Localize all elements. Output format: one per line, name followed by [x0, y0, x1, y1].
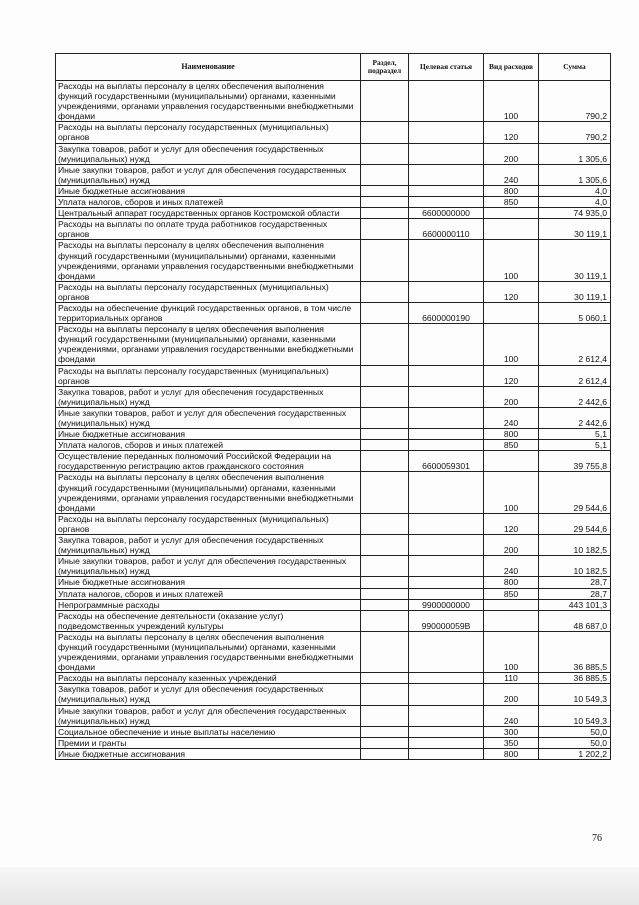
- row-name: Иные бюджетные ассигнования: [56, 429, 361, 440]
- table-row: [56, 610, 611, 631]
- page-number: 76: [592, 833, 602, 844]
- row-target: [409, 631, 484, 672]
- row-sum: 10 549,3: [539, 684, 611, 705]
- row-sum: 2 612,4: [539, 365, 611, 386]
- row-expense-type: 100: [484, 472, 539, 513]
- row-expense-type: 200: [484, 386, 539, 407]
- row-name: Иные закупки товаров, работ и услуг для обеспечения государственных (муниципальных) нужд: [56, 164, 361, 185]
- row-sum: 36 885,5: [539, 631, 611, 672]
- row-section: [361, 556, 409, 577]
- table-row: [56, 143, 611, 164]
- row-sum: 50,0: [539, 737, 611, 748]
- row-section: [361, 122, 409, 143]
- row-section: [361, 281, 409, 302]
- row-target: [409, 365, 484, 386]
- table-row: [56, 407, 611, 428]
- row-name: Иные закупки товаров, работ и услуг для обеспечения государственных (муниципальных) нужд: [56, 407, 361, 428]
- table-row: [56, 386, 611, 407]
- row-section: [361, 302, 409, 323]
- row-section: [361, 599, 409, 610]
- row-target: 9900000000: [409, 599, 484, 610]
- row-section: [361, 705, 409, 726]
- row-name: Расходы на выплаты персоналу государственных (муниципальных) органов: [56, 122, 361, 143]
- row-sum: 36 885,5: [539, 673, 611, 684]
- header-target: Целевая статья: [409, 54, 484, 81]
- row-target: [409, 726, 484, 737]
- row-name: Расходы на выплаты по оплате труда работников государственных органов: [56, 219, 361, 240]
- row-section: [361, 219, 409, 240]
- row-expense-type: 200: [484, 143, 539, 164]
- row-section: [361, 684, 409, 705]
- row-name: Расходы на обеспечение функций государственных органов, в том числе территориальных органов: [56, 302, 361, 323]
- row-target: [409, 164, 484, 185]
- table-row: [56, 748, 611, 759]
- row-section: [361, 472, 409, 513]
- row-sum: 2 442,6: [539, 407, 611, 428]
- row-target: [409, 81, 484, 122]
- row-expense-type: 850: [484, 440, 539, 451]
- row-name: Расходы на выплаты персоналу государственных (муниципальных) органов: [56, 365, 361, 386]
- row-target: [409, 472, 484, 513]
- row-sum: 39 755,8: [539, 451, 611, 472]
- row-expense-type: 100: [484, 631, 539, 672]
- row-name: Расходы на выплаты персоналу в целях обеспечения выполнения функций государственными (муниципальными) органами, казенными учреждениями, органами управления государственными внебюджетными фондами: [56, 631, 361, 672]
- table-row: [56, 197, 611, 208]
- table-row: [56, 631, 611, 672]
- table-row: [56, 208, 611, 219]
- table-row: [56, 240, 611, 281]
- row-name: Расходы на выплаты персоналу в целях обеспечения выполнения функций государственными (муниципальными) органами, казенными учреждениями, органами управления государственными внебюджетными фондами: [56, 240, 361, 281]
- row-sum: 30 119,1: [539, 240, 611, 281]
- scan-edge: [0, 867, 639, 905]
- row-name: Иные бюджетные ассигнования: [56, 185, 361, 196]
- row-expense-type: [484, 599, 539, 610]
- row-sum: 2 612,4: [539, 324, 611, 365]
- row-sum: 1 305,6: [539, 143, 611, 164]
- row-name: Иные закупки товаров, работ и услуг для обеспечения государственных (муниципальных) нужд: [56, 556, 361, 577]
- row-expense-type: 120: [484, 281, 539, 302]
- row-name: Социальное обеспечение и иные выплаты населению: [56, 726, 361, 737]
- row-target: [409, 122, 484, 143]
- row-name: Расходы на выплаты персоналу в целях обеспечения выполнения функций государственными (муниципальными) органами, казенными учреждениями, органами управления государственными внебюджетными фондами: [56, 324, 361, 365]
- row-name: Закупка товаров, работ и услуг для обеспечения государственных (муниципальных) нужд: [56, 143, 361, 164]
- row-sum: 1 305,6: [539, 164, 611, 185]
- row-expense-type: 850: [484, 197, 539, 208]
- row-target: [409, 513, 484, 534]
- row-sum: 5,1: [539, 440, 611, 451]
- row-name: Уплата налогов, сборов и иных платежей: [56, 440, 361, 451]
- row-section: [361, 631, 409, 672]
- row-expense-type: [484, 219, 539, 240]
- table-row: [56, 324, 611, 365]
- header-name: Наименование: [56, 54, 361, 81]
- table-header-row: [56, 54, 611, 81]
- row-name: Расходы на выплаты персоналу государственных (муниципальных) органов: [56, 513, 361, 534]
- row-section: [361, 324, 409, 365]
- table-row: [56, 429, 611, 440]
- row-name: Расходы на выплаты персоналу казенных учреждений: [56, 673, 361, 684]
- row-target: [409, 737, 484, 748]
- row-name: Уплата налогов, сборов и иных платежей: [56, 588, 361, 599]
- table-row: [56, 281, 611, 302]
- row-sum: 50,0: [539, 726, 611, 737]
- row-name: Закупка товаров, работ и услуг для обеспечения государственных (муниципальных) нужд: [56, 535, 361, 556]
- table-row: [56, 535, 611, 556]
- row-name: Иные бюджетные ассигнования: [56, 748, 361, 759]
- table-row: [56, 451, 611, 472]
- row-target: [409, 684, 484, 705]
- row-target: 6600000110: [409, 219, 484, 240]
- row-section: [361, 429, 409, 440]
- row-name: Осуществление переданных полномочий Российской Федерации на государственную регистрацию актов гражданского состояния: [56, 451, 361, 472]
- table-row: [56, 219, 611, 240]
- row-section: [361, 81, 409, 122]
- table-row: [56, 577, 611, 588]
- row-expense-type: 110: [484, 673, 539, 684]
- table-row: [56, 185, 611, 196]
- header-sum: Сумма: [539, 54, 611, 81]
- row-sum: 29 544,6: [539, 472, 611, 513]
- row-target: 990000059В: [409, 610, 484, 631]
- row-expense-type: 800: [484, 577, 539, 588]
- row-sum: 790,2: [539, 81, 611, 122]
- budget-table: [55, 53, 611, 760]
- row-section: [361, 185, 409, 196]
- row-sum: 1 202,2: [539, 748, 611, 759]
- table-row: [56, 440, 611, 451]
- row-section: [361, 208, 409, 219]
- row-sum: 30 119,1: [539, 219, 611, 240]
- row-sum: 4,0: [539, 185, 611, 196]
- table-row: [56, 365, 611, 386]
- table-row: [56, 472, 611, 513]
- row-sum: 29 544,6: [539, 513, 611, 534]
- row-section: [361, 143, 409, 164]
- row-section: [361, 365, 409, 386]
- row-name: Иные бюджетные ассигнования: [56, 577, 361, 588]
- row-name: Иные закупки товаров, работ и услуг для обеспечения государственных (муниципальных) нужд: [56, 705, 361, 726]
- table-row: [56, 599, 611, 610]
- row-target: [409, 240, 484, 281]
- row-sum: 10 549,3: [539, 705, 611, 726]
- row-name: Расходы на выплаты персоналу в целях обеспечения выполнения функций государственными (муниципальными) органами, казенными учреждениями, органами управления государственными внебюджетными фондами: [56, 81, 361, 122]
- row-sum: 48 687,0: [539, 610, 611, 631]
- row-target: [409, 386, 484, 407]
- row-section: [361, 240, 409, 281]
- table-row: [56, 726, 611, 737]
- row-name: Уплата налогов, сборов и иных платежей: [56, 197, 361, 208]
- row-sum: 10 182,5: [539, 535, 611, 556]
- row-sum: 5,1: [539, 429, 611, 440]
- row-section: [361, 577, 409, 588]
- row-section: [361, 407, 409, 428]
- row-name: Закупка товаров, работ и услуг для обеспечения государственных (муниципальных) нужд: [56, 386, 361, 407]
- row-expense-type: 100: [484, 240, 539, 281]
- table-row: [56, 164, 611, 185]
- row-section: [361, 610, 409, 631]
- table-row: [56, 302, 611, 323]
- row-target: [409, 429, 484, 440]
- row-name: Непрограммные расходы: [56, 599, 361, 610]
- row-section: [361, 513, 409, 534]
- row-section: [361, 451, 409, 472]
- row-target: [409, 324, 484, 365]
- row-section: [361, 748, 409, 759]
- row-sum: 28,7: [539, 588, 611, 599]
- row-section: [361, 164, 409, 185]
- row-expense-type: 240: [484, 407, 539, 428]
- row-expense-type: 350: [484, 737, 539, 748]
- row-expense-type: 120: [484, 122, 539, 143]
- table-row: [56, 588, 611, 599]
- row-section: [361, 535, 409, 556]
- table-row: [56, 556, 611, 577]
- row-expense-type: [484, 610, 539, 631]
- table-row: [56, 705, 611, 726]
- row-target: [409, 143, 484, 164]
- row-expense-type: 120: [484, 513, 539, 534]
- row-section: [361, 440, 409, 451]
- row-expense-type: 240: [484, 556, 539, 577]
- row-expense-type: 200: [484, 535, 539, 556]
- row-expense-type: 850: [484, 588, 539, 599]
- row-target: [409, 185, 484, 196]
- row-name: Закупка товаров, работ и услуг для обеспечения государственных (муниципальных) нужд: [56, 684, 361, 705]
- row-expense-type: 240: [484, 705, 539, 726]
- header-section: Раздел, подраздел: [361, 54, 409, 81]
- row-target: [409, 535, 484, 556]
- table-row: [56, 513, 611, 534]
- table-row: [56, 81, 611, 122]
- row-expense-type: 300: [484, 726, 539, 737]
- row-section: [361, 197, 409, 208]
- row-name: Расходы на обеспечение деятельности (оказание услуг) подведомственных учреждений культуры: [56, 610, 361, 631]
- row-expense-type: 800: [484, 429, 539, 440]
- row-target: 6600059301: [409, 451, 484, 472]
- row-name: Центральный аппарат государственных органов Костромской области: [56, 208, 361, 219]
- row-sum: 10 182,5: [539, 556, 611, 577]
- row-target: 6600000190: [409, 302, 484, 323]
- row-expense-type: 100: [484, 81, 539, 122]
- row-target: [409, 577, 484, 588]
- row-sum: 28,7: [539, 577, 611, 588]
- row-expense-type: 200: [484, 684, 539, 705]
- row-target: [409, 556, 484, 577]
- table-row: [56, 673, 611, 684]
- row-sum: 443 101,3: [539, 599, 611, 610]
- row-target: [409, 440, 484, 451]
- row-section: [361, 588, 409, 599]
- row-target: [409, 407, 484, 428]
- row-name: Премии и гранты: [56, 737, 361, 748]
- row-sum: 5 060,1: [539, 302, 611, 323]
- row-name: Расходы на выплаты персоналу в целях обеспечения выполнения функций государственными (муниципальными) органами, казенными учреждениями, органами управления государственными внебюджетными фондами: [56, 472, 361, 513]
- row-expense-type: [484, 451, 539, 472]
- table-row: [56, 737, 611, 748]
- row-sum: 790,2: [539, 122, 611, 143]
- row-expense-type: 100: [484, 324, 539, 365]
- row-target: [409, 748, 484, 759]
- row-sum: 30 119,1: [539, 281, 611, 302]
- row-expense-type: 800: [484, 748, 539, 759]
- table-body: [56, 81, 611, 760]
- row-sum: 74 935,0: [539, 208, 611, 219]
- row-target: [409, 588, 484, 599]
- header-expense-type: Вид расходов: [484, 54, 539, 81]
- row-section: [361, 726, 409, 737]
- row-target: [409, 705, 484, 726]
- row-expense-type: 800: [484, 185, 539, 196]
- row-expense-type: 120: [484, 365, 539, 386]
- row-expense-type: 240: [484, 164, 539, 185]
- row-target: [409, 281, 484, 302]
- row-target: 6600000000: [409, 208, 484, 219]
- table-row: [56, 122, 611, 143]
- row-sum: 4,0: [539, 197, 611, 208]
- row-sum: 2 442,6: [539, 386, 611, 407]
- row-section: [361, 386, 409, 407]
- row-expense-type: [484, 302, 539, 323]
- row-name: Расходы на выплаты персоналу государственных (муниципальных) органов: [56, 281, 361, 302]
- row-target: [409, 673, 484, 684]
- row-target: [409, 197, 484, 208]
- table-row: [56, 684, 611, 705]
- row-section: [361, 737, 409, 748]
- row-section: [361, 673, 409, 684]
- row-expense-type: [484, 208, 539, 219]
